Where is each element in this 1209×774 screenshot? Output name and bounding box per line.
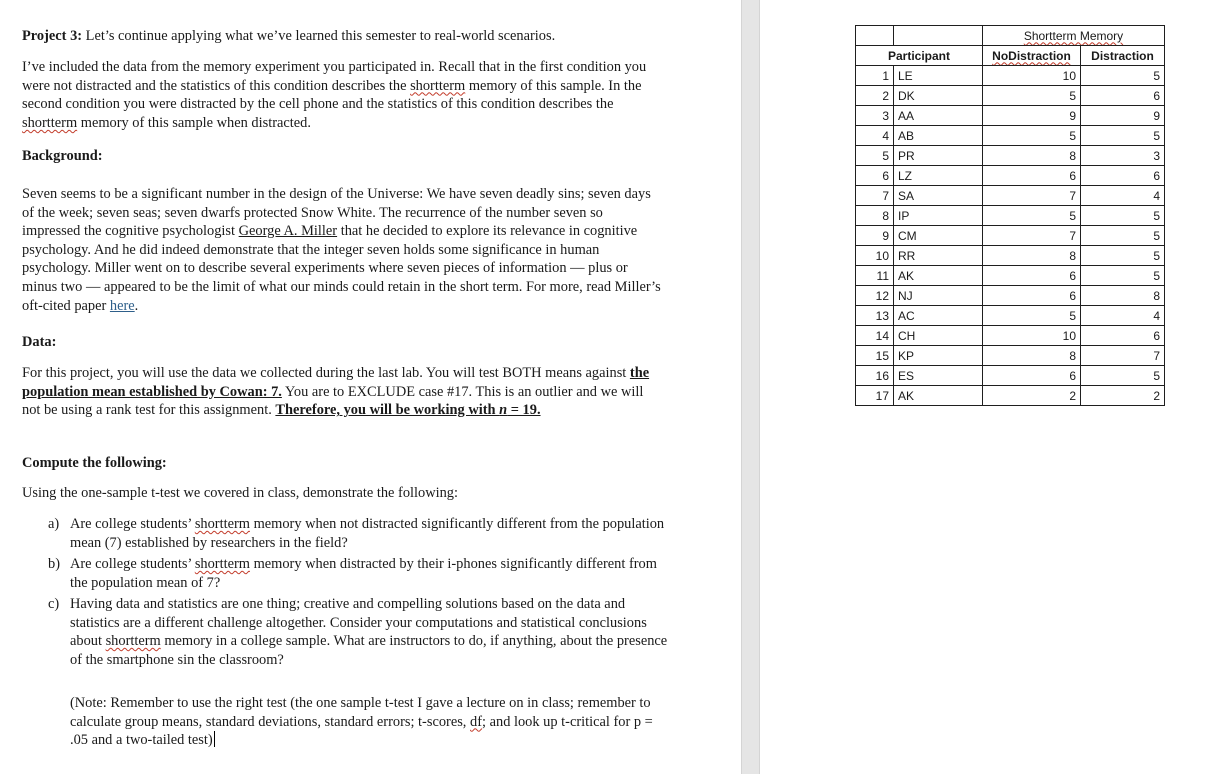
table-row (856, 346, 1165, 366)
nodistraction-cell[interactable]: 5 (983, 206, 1081, 226)
participant-id-cell[interactable]: NJ (894, 286, 983, 306)
item-text-1: Having data and statistics are one thing; creative and compelling solutions based on the data and statistics are a different challenge altogether. Consider your computations and statistical conclusions about (70, 596, 647, 650)
distraction-cell[interactable]: 5 (1081, 206, 1165, 226)
table-row (856, 86, 1165, 106)
project-label: Project 3: (22, 28, 83, 44)
participant-id-cell[interactable]: AK (894, 386, 983, 406)
table-header-row (856, 46, 1165, 66)
participant-id-cell[interactable]: RR (894, 246, 983, 266)
row-number-cell[interactable]: 9 (856, 226, 894, 246)
row-number-cell[interactable]: 5 (856, 146, 894, 166)
intro-text-3: memory of this sample when distracted. (77, 114, 311, 131)
spelling-flag-word[interactable]: shortterm (194, 556, 250, 572)
spelling-flag-word[interactable]: df (470, 713, 483, 730)
miller-link[interactable]: George A. Miller (238, 223, 338, 240)
nodistraction-cell[interactable]: 8 (983, 146, 1081, 166)
distraction-cell[interactable]: 6 (1081, 326, 1165, 346)
nodistraction-cell[interactable]: 5 (983, 126, 1081, 146)
intro-text-2: memory of this sample. In the second condition you were distracted by the cell phone and the statistics of this condition describes the (22, 77, 642, 113)
participant-id-cell[interactable]: ES (894, 366, 983, 386)
row-number-cell[interactable]: 16 (856, 366, 894, 386)
data-paragraph (22, 364, 662, 420)
nodistraction-cell[interactable]: 9 (983, 106, 1081, 126)
table-row (856, 106, 1165, 126)
distraction-cell[interactable]: 5 (1081, 366, 1165, 386)
distraction-cell[interactable]: 4 (1081, 186, 1165, 206)
distraction-cell[interactable]: 4 (1081, 306, 1165, 326)
empty-cell[interactable] (894, 26, 983, 46)
row-number-cell[interactable]: 4 (856, 126, 894, 146)
row-number-cell[interactable]: 1 (856, 66, 894, 86)
project-text: Let’s continue applying what we’ve learned this semester to real-world scenarios. (82, 28, 556, 44)
note-text-1: (Note: Remember to use the right test (the one sample t-test I gave a lecture on in class; remember to calculate group means, standard deviations, standard errors; t-scores, (70, 695, 651, 730)
participant-id-cell[interactable]: AC (894, 306, 983, 326)
data-heading: Data: (22, 334, 57, 350)
intro-paragraph (22, 58, 662, 132)
row-number-cell[interactable]: 15 (856, 346, 894, 366)
row-number-cell[interactable]: 8 (856, 206, 894, 226)
distraction-cell[interactable]: 5 (1081, 226, 1165, 246)
background-text-3: . (134, 297, 139, 314)
item-text-1: Are college students’ (70, 556, 195, 572)
row-number-cell[interactable]: 7 (856, 186, 894, 206)
participant-id-cell[interactable]: LE (894, 66, 983, 86)
background-paragraph (22, 185, 662, 315)
distraction-cell[interactable]: 2 (1081, 386, 1165, 406)
data-text-2: You are to EXCLUDE case #17. This is an outlier and we will not be using a rank test for this assignment. (22, 383, 644, 419)
participant-id-cell[interactable]: CM (894, 226, 983, 246)
participant-id-cell[interactable]: LZ (894, 166, 983, 186)
table-row (856, 66, 1165, 86)
table-body (856, 66, 1165, 406)
distraction-cell[interactable]: 5 (1081, 246, 1165, 266)
compute-heading: Compute the following: (22, 455, 167, 471)
background-text-1: Seven seems to be a significant number in the design of the Universe: We have seven deadly sins; seven days of the week; seven seas; seven dwarfs protected Snow White. The recurrence of the number seven so impressed the cognitive psychologist (22, 186, 651, 240)
nodistraction-header[interactable] (983, 46, 1081, 66)
page-gutter (741, 0, 760, 774)
nodistraction-cell[interactable]: 2 (983, 386, 1081, 406)
sample-size-text (275, 402, 540, 418)
document-page[interactable] (22, 0, 668, 774)
distraction-cell[interactable]: 5 (1081, 266, 1165, 286)
nodistraction-cell[interactable]: 6 (983, 266, 1081, 286)
table-row (856, 326, 1165, 346)
table-row (856, 366, 1165, 386)
distraction-cell[interactable]: 3 (1081, 146, 1165, 166)
n-value: = 19. (507, 402, 541, 419)
group-header[interactable] (983, 26, 1165, 46)
nodistraction-cell[interactable]: 8 (983, 346, 1081, 366)
nodistraction-cell[interactable]: 6 (983, 166, 1081, 186)
spelling-flag-word[interactable]: shortterm (22, 114, 78, 131)
distraction-cell[interactable]: 6 (1081, 86, 1165, 106)
note-paragraph (70, 694, 670, 750)
data-text-1: For this project, you will use the data we collected during the last lab. You will test BOTH means against (22, 365, 630, 381)
table-row (856, 166, 1165, 186)
distraction-cell[interactable]: 5 (1081, 66, 1165, 86)
population-mean-text: the population mean established by Cowan: 7. (22, 365, 650, 400)
table-row (856, 286, 1165, 306)
spelling-flag-word[interactable]: shortterm (105, 633, 161, 650)
row-number-cell[interactable]: 11 (856, 266, 894, 286)
distraction-cell[interactable]: 9 (1081, 106, 1165, 126)
list-marker: b) (48, 556, 60, 572)
distraction-cell[interactable]: 6 (1081, 166, 1165, 186)
distraction-cell[interactable]: 8 (1081, 286, 1165, 306)
participant-id-cell[interactable]: IP (894, 206, 983, 226)
table-row (856, 246, 1165, 266)
data-table-area (855, 25, 1164, 406)
participant-id-cell[interactable]: AA (894, 106, 983, 126)
row-number-cell[interactable]: 6 (856, 166, 894, 186)
participant-id-cell[interactable]: DK (894, 86, 983, 106)
table-row (856, 306, 1165, 326)
spelling-flag-word[interactable]: shortterm (194, 516, 250, 532)
participant-id-cell[interactable]: KP (894, 346, 983, 366)
row-number-cell[interactable]: 10 (856, 246, 894, 266)
distraction-cell[interactable]: 7 (1081, 346, 1165, 366)
n-symbol: n (499, 402, 508, 419)
participant-id-cell[interactable]: PR (894, 146, 983, 166)
paper-link[interactable]: here (109, 297, 135, 314)
background-heading: Background: (22, 148, 103, 164)
row-number-cell[interactable]: 12 (856, 286, 894, 306)
participant-header[interactable]: Participant (856, 46, 983, 66)
participant-id-cell[interactable]: CH (894, 326, 983, 346)
spelling-flag-word[interactable]: shortterm (410, 77, 466, 94)
list-item (48, 515, 668, 552)
nodistraction-header-label: NoDistraction (992, 48, 1071, 63)
item-text-1: Are college students’ (70, 516, 195, 532)
nodistraction-cell[interactable]: 5 (983, 86, 1081, 106)
list-marker: a) (48, 516, 60, 532)
table-row (856, 206, 1165, 226)
table-row (856, 126, 1165, 146)
list-item (48, 555, 668, 592)
row-number-cell[interactable]: 3 (856, 106, 894, 126)
distraction-cell[interactable]: 5 (1081, 126, 1165, 146)
nodistraction-cell[interactable]: 10 (983, 66, 1081, 86)
nodistraction-cell[interactable]: 7 (983, 226, 1081, 246)
distraction-header[interactable]: Distraction (1081, 46, 1165, 66)
item-text-2: memory when not distracted significantly different from the population mean (7) established by researchers in the field? (70, 516, 665, 551)
item-text-2: memory in a college sample. What are instructors to do, if anything, about the presence of the smartphone sin the classroom? (70, 633, 668, 668)
list-marker: c) (48, 596, 60, 612)
list-item (48, 595, 668, 669)
item-text-2: memory when distracted by their i-phones significantly different from the population mean of 7? (70, 556, 657, 591)
row-number-cell[interactable]: 17 (856, 386, 894, 406)
compute-intro: Using the one-sample t-test we covered in class, demonstrate the following: (22, 485, 458, 501)
nodistraction-cell[interactable]: 6 (983, 366, 1081, 386)
project-title-paragraph (22, 27, 662, 46)
group-header-label: Shortterm Memory (1023, 28, 1124, 43)
table-row (856, 226, 1165, 246)
therefore-text: Therefore, you will be working with (275, 402, 500, 419)
nodistraction-cell[interactable]: 7 (983, 186, 1081, 206)
row-number-cell[interactable]: 2 (856, 86, 894, 106)
row-number-cell[interactable]: 13 (856, 306, 894, 326)
nodistraction-cell[interactable]: 5 (983, 306, 1081, 326)
memory-data-table (855, 25, 1165, 406)
intro-text-1: I’ve included the data from the memory experiment you participated in. Recall that in the first condition you were not distracted and the statistics of this condition describes the (22, 59, 647, 94)
nodistraction-cell[interactable]: 8 (983, 246, 1081, 266)
empty-cell[interactable] (856, 26, 894, 46)
participant-id-cell[interactable]: AK (894, 266, 983, 286)
background-text-2: that he decided to explore its relevance in cognitive psychology. And he did indeed demonstrate that the integer seven holds some significance in human psychology. Miller went on to describe several experiments where seven pieces of information — plus or minus two — appeared to be the limit of what our minds could retain in the short term. For more, read Miller’s oft-cited paper (22, 223, 661, 314)
row-number-cell[interactable]: 14 (856, 326, 894, 346)
table-row (856, 186, 1165, 206)
nodistraction-cell[interactable]: 6 (983, 286, 1081, 306)
nodistraction-cell[interactable]: 10 (983, 326, 1081, 346)
table-row (856, 386, 1165, 406)
table-row (856, 266, 1165, 286)
table-group-header-row (856, 26, 1165, 46)
table-row (856, 146, 1165, 166)
participant-id-cell[interactable]: SA (894, 186, 983, 206)
text-cursor (214, 731, 215, 747)
participant-id-cell[interactable]: AB (894, 126, 983, 146)
note-text-2: ; and look up t-critical for p = .05 and a two-tailed test) (70, 713, 653, 749)
